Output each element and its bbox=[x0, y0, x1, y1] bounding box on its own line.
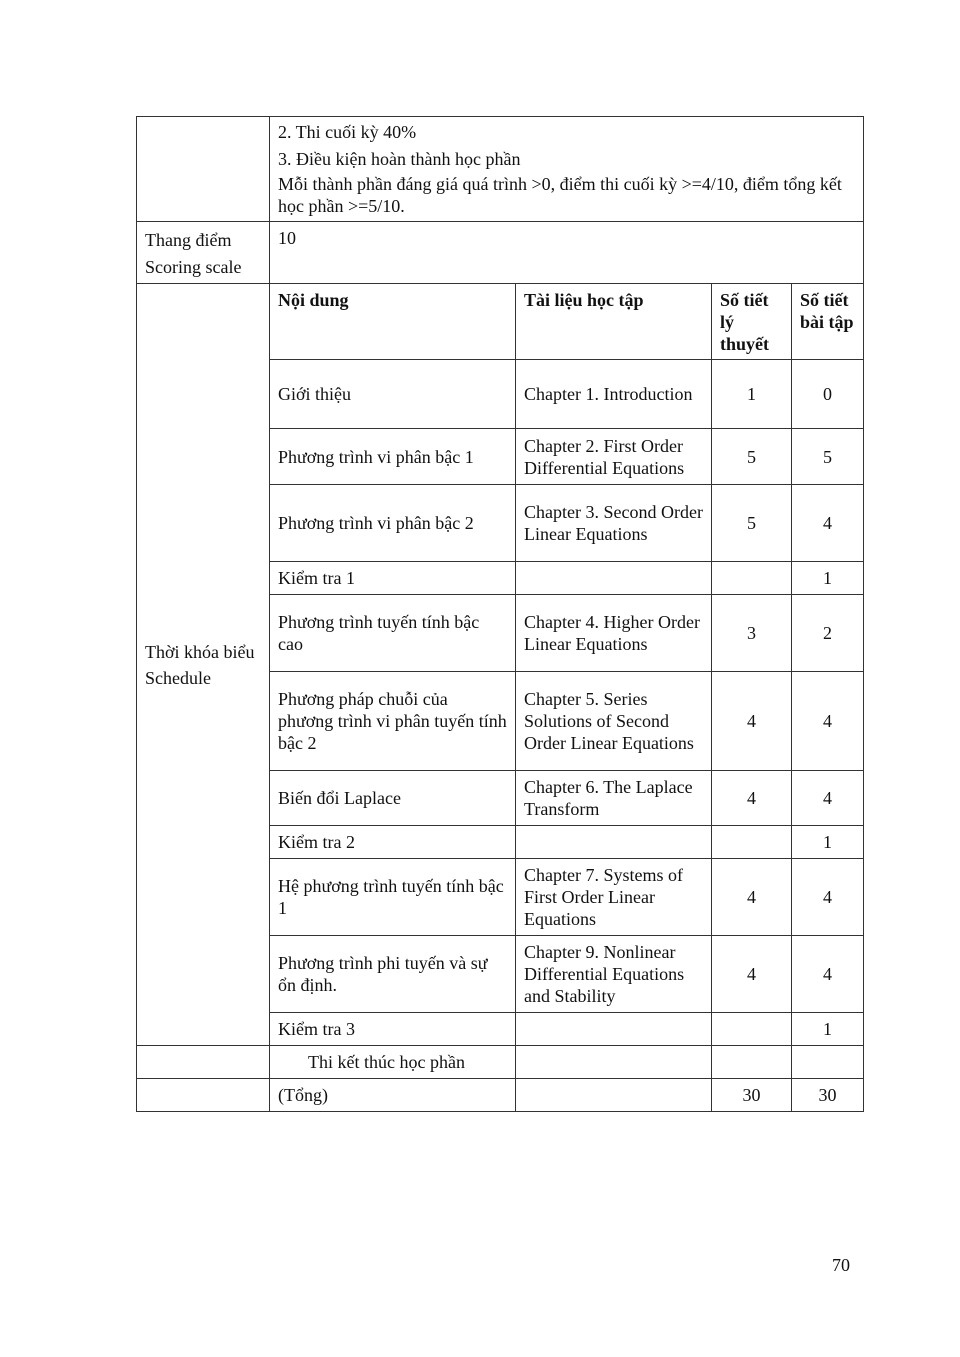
row-content: Phương trình vi phân bậc 1 bbox=[270, 429, 516, 485]
row-content: Hệ phương trình tuyến tính bậc 1 bbox=[270, 859, 516, 936]
assessment-cell bbox=[270, 117, 864, 222]
row-theory: 4 bbox=[712, 936, 792, 1013]
assessment-line: 3. Điều kiện hoàn thành học phần bbox=[278, 149, 521, 169]
row-exercise: 4 bbox=[792, 936, 864, 1013]
row-content: Giới thiệu bbox=[270, 360, 516, 429]
row-content: Phương trình vi phân bậc 2 bbox=[270, 485, 516, 562]
header-theory: Số tiết lý thuyết bbox=[712, 284, 792, 360]
schedule-label-vi: Thời khóa biểu bbox=[145, 641, 255, 662]
row-exercise: 1 bbox=[792, 562, 864, 595]
row-theory bbox=[712, 1013, 792, 1046]
row-material: Chapter 3. Second Order Linear Equations bbox=[516, 485, 712, 562]
row-exercise: 4 bbox=[792, 672, 864, 771]
row-material: Chapter 2. First Order Differential Equations bbox=[516, 429, 712, 485]
scoring-label-vi: Thang điểm bbox=[145, 230, 232, 250]
row-exercise: 1 bbox=[792, 1013, 864, 1046]
row-theory: 3 bbox=[712, 595, 792, 672]
total-theory: 30 bbox=[712, 1079, 792, 1112]
row-theory: 5 bbox=[712, 485, 792, 562]
total-label: (Tổng) bbox=[270, 1079, 516, 1112]
row-material bbox=[516, 826, 712, 859]
row-exercise: 4 bbox=[792, 485, 864, 562]
page-number: 70 bbox=[832, 1255, 850, 1275]
total-row bbox=[137, 1079, 864, 1112]
row-theory bbox=[712, 826, 792, 859]
total-label-cell bbox=[137, 1079, 270, 1112]
assessment-label-cell bbox=[137, 117, 270, 222]
row-material: Chapter 7. Systems of First Order Linear Equations bbox=[516, 859, 712, 936]
assessment-line: 2. Thi cuối kỳ 40% bbox=[278, 122, 417, 142]
row-theory: 5 bbox=[712, 429, 792, 485]
row-theory: 4 bbox=[712, 672, 792, 771]
row-content: Phương trình tuyến tính bậc cao bbox=[270, 595, 516, 672]
row-material: Chapter 9. Nonlinear Differential Equations and Stability bbox=[516, 936, 712, 1013]
row-material: Chapter 1. Introduction bbox=[516, 360, 712, 429]
final-exam-label-cell bbox=[137, 1046, 270, 1079]
row-theory bbox=[712, 562, 792, 595]
row-material bbox=[516, 562, 712, 595]
row-theory: 1 bbox=[712, 360, 792, 429]
row-material: Chapter 5. Series Solutions of Second Order Linear Equations bbox=[516, 672, 712, 771]
total-material bbox=[516, 1079, 712, 1112]
total-exercise: 30 bbox=[792, 1079, 864, 1112]
scoring-label-en: Scoring scale bbox=[145, 257, 242, 277]
header-materials: Tài liệu học tập bbox=[516, 284, 712, 360]
row-content: Kiểm tra 1 bbox=[270, 562, 516, 595]
row-exercise: 1 bbox=[792, 826, 864, 859]
row-exercise: 5 bbox=[792, 429, 864, 485]
final-exam-row bbox=[137, 1046, 864, 1079]
scoring-label-cell bbox=[137, 222, 270, 284]
assessment-line: Mỗi thành phần đáng giá quá trình >0, điểm thi cuối kỳ >=4/10, điểm tổng kết học phần >=5/10. bbox=[278, 174, 842, 216]
row-exercise: 4 bbox=[792, 771, 864, 826]
syllabus-table bbox=[136, 116, 864, 1112]
row-material: Chapter 6. The Laplace Transform bbox=[516, 771, 712, 826]
header-exercise: Số tiết bài tập bbox=[792, 284, 864, 360]
scoring-value: 10 bbox=[270, 222, 864, 284]
final-exam-exercise bbox=[792, 1046, 864, 1079]
assessment-row bbox=[137, 117, 864, 222]
row-content: Phương trình phi tuyến và sự ổn định. bbox=[270, 936, 516, 1013]
schedule-label-cell bbox=[137, 284, 270, 1046]
row-exercise: 4 bbox=[792, 859, 864, 936]
row-material: Chapter 4. Higher Order Linear Equations bbox=[516, 595, 712, 672]
row-material bbox=[516, 1013, 712, 1046]
row-content: Biến đổi Laplace bbox=[270, 771, 516, 826]
final-exam-theory bbox=[712, 1046, 792, 1079]
schedule-header-row bbox=[137, 284, 864, 360]
final-exam-content: Thi kết thúc học phần bbox=[270, 1046, 516, 1079]
row-theory: 4 bbox=[712, 859, 792, 936]
row-content: Kiểm tra 3 bbox=[270, 1013, 516, 1046]
row-content: Phương pháp chuỗi của phương trình vi phân tuyến tính bậc 2 bbox=[270, 672, 516, 771]
final-exam-material bbox=[516, 1046, 712, 1079]
schedule-label-en: Schedule bbox=[145, 667, 211, 688]
row-exercise: 0 bbox=[792, 360, 864, 429]
scoring-row bbox=[137, 222, 864, 284]
header-content: Nội dung bbox=[270, 284, 516, 360]
row-theory: 4 bbox=[712, 771, 792, 826]
row-exercise: 2 bbox=[792, 595, 864, 672]
row-content: Kiểm tra 2 bbox=[270, 826, 516, 859]
